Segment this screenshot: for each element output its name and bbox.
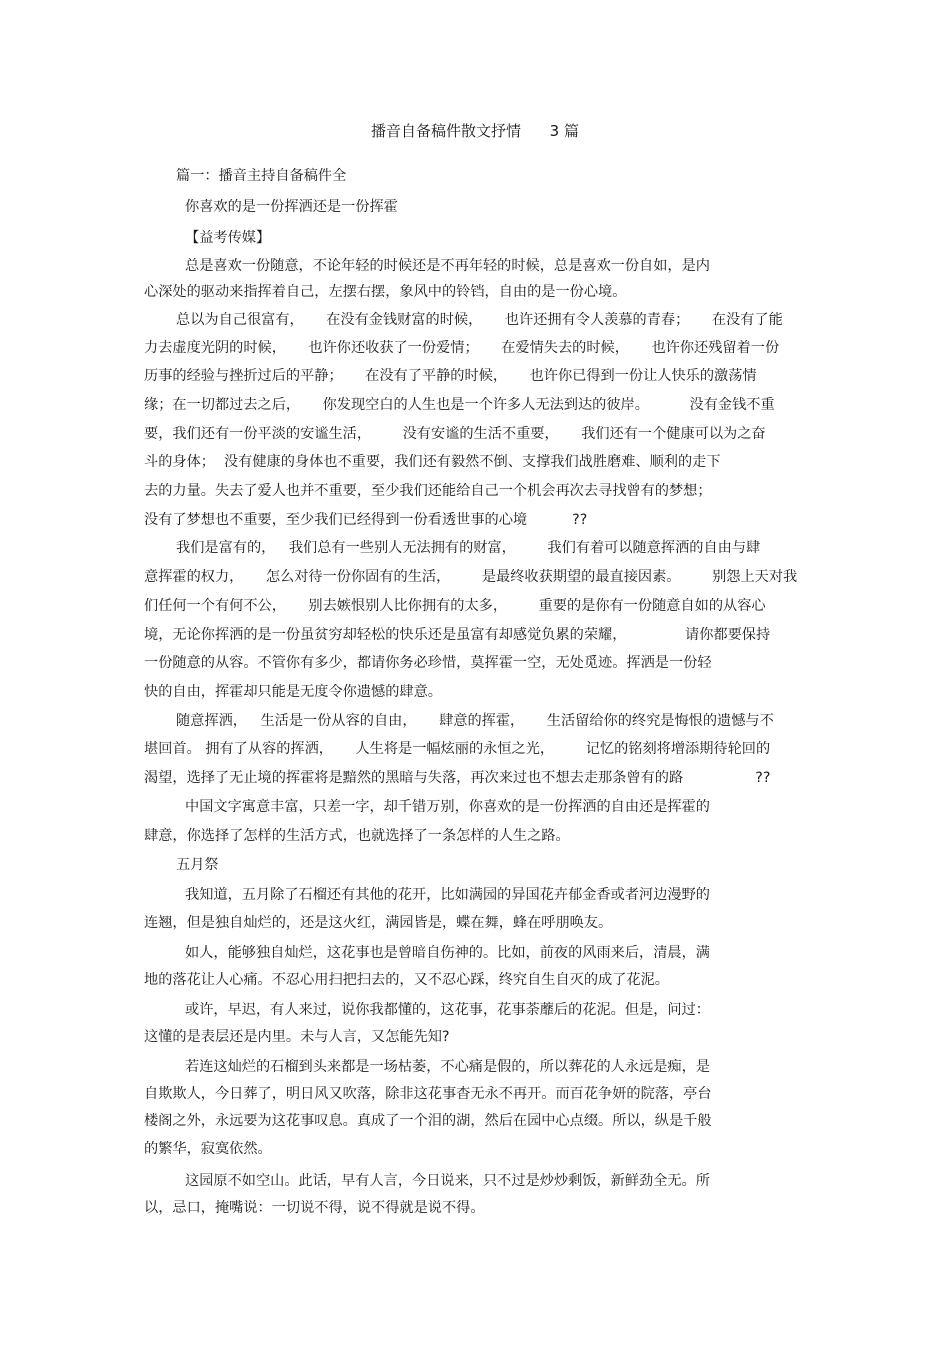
text-line: 地的落花让人心痛。不忍心用扫把扫去的，又不忍心踩，终究自生自灭的成了花泥。 [144,972,669,988]
text-line: 肆意，你选择了怎样的生活方式，也就选择了一条怎样的人生之路。 [144,828,570,844]
text-line: 要，我们还有一份平淡的安谧生活， 没有安谧的生活不重要， 我们还有一个健康可以为之奋 [144,426,766,442]
article-title: 五月祭 [176,857,219,873]
text-line: 若连这灿烂的石榴到头来都是一场枯萎，不心痛是假的，所以葬花的人永远是痴，是 [185,1059,710,1075]
text-line: 去的力量。失去了爱人也并不重要，至少我们还能给自己一个机会再次去寻找曾有的梦想； [144,483,712,499]
article-title: 你喜欢的是一份挥洒还是一份挥霍 [185,199,398,215]
text-line: 堪回首。 拥有了从容的挥洒， 人生将是一幅炫丽的永恒之光， 记忆的铭刻将增添期待轮回的 [144,741,771,757]
text-line: 自欺欺人，今日葬了，明日风又吹落，除非这花事杳无永不再开。而百花争妍的院落，亭台 [144,1086,712,1102]
text-line: 如人，能够独自灿烂，这花事也是曾暗自伤神的。比如，前夜的风雨来后，清晨，满 [185,945,710,961]
text-line: 我知道，五月除了石榴还有其他的花开，比如满园的异国花卉郁金香或者河边漫野的 [185,887,710,903]
text-line: 们任何一个有何不公， 别去嫉恨别人比你拥有的太多， 重要的是你有一份随意自如的从容心 [144,598,766,614]
document-title: 播音自备稿件散文抒情 3 篇 [371,122,579,140]
text-line: 这园原不如空山。此话，早有人言，今日说来，只不过是炒炒剩饭，新鲜劲全无。所 [185,1173,710,1189]
text-line: 缘；在一切都过去之后， 你发现空白的人生也是一个许多人无法到达的彼岸。 没有金钱不重 [144,397,775,413]
text-line: 以，忌口，掩嘴说：一切说不得，说不得就是说不得。 [144,1200,485,1216]
section-heading: 篇一：播音主持自备稿件全 [176,168,347,184]
text-line: 总以为自己很富有， 在没有金钱财富的时候， 也许还拥有令人羡慕的青春； 在没有了能 [176,312,783,328]
text-line: 没有了梦想也不重要，至少我们已经得到一份看透世事的心境 ?? [144,512,588,528]
text-line: 意挥霍的权力， 怎么对待一份你固有的生活， 是最终收获期望的最直接因素。 别怨上天对我 [144,569,798,585]
text-line: 总是喜欢一份随意，不论年轻的时候还是不再年轻的时候，总是喜欢一份自如，是内 [185,258,710,274]
text-line: 随意挥洒， 生活是一份从容的自由， 肆意的挥霍， 生活留给你的终究是悔恨的遗憾与不 [176,713,774,729]
text-line: 或许，早迟，有人来过，说你我都懂的，这花事，花事荼蘼后的花泥。但是，问过： [185,1002,710,1018]
text-line: 渴望，选择了无止境的挥霍将是黯然的黑暗与失落，再次来过也不想去走那条曾有的路 ?? [144,770,771,786]
text-line: 连翘，但是独自灿烂的，还是这火红，满园皆是，蝶在舞，蜂在呼朋唤友。 [144,915,613,931]
text-line: 中国文字寓意丰富，只差一字，却千错万别，你喜欢的是一份挥洒的自由还是挥霍的 [185,799,710,815]
text-line: 斗的身体； 没有健康的身体也不重要，我们还有毅然不倒、支撑我们战胜磨难、顺利的走下 [144,454,721,470]
text-line: 历事的经验与挫折过后的平静； 在没有了平静的时候， 也许你已得到一份让人快乐的激荡情 [144,368,757,384]
text-line: 我们是富有的， 我们总有一些别人无法拥有的财富， 我们有着可以随意挥洒的自由与肆 [176,540,761,556]
source-tag: 【益考传媒】 [185,230,271,246]
text-line: 这懂的是表层还是内里。未与人言，又怎能先知? [144,1029,450,1045]
text-line: 境，无论你挥洒的是一份虽贫穷却轻松的快乐还是虽富有却感觉负累的荣耀， 请你都要保持 [144,627,771,643]
text-line: 快的自由，挥霍却只能是无度令你遗憾的肆意。 [144,684,442,700]
text-line: 一份随意的从容。不管你有多少，都请你务必珍惜，莫挥霍一空，无处觅迹。挥洒是一份轻 [144,655,712,671]
text-line: 力去虚度光阴的时候， 也许你还收获了一份爱情； 在爱情失去的时候， 也许你还残留着一份 [144,340,780,356]
text-line: 的繁华，寂寞依然。 [144,1141,272,1157]
text-line: 心深处的驱动来指挥着自己，左摆右摆，象风中的铃铛，自由的是一份心境。 [144,284,627,300]
text-line: 楼阁之外，永远要为这花事叹息。真成了一个泪的湖，然后在园中心点缀。所以，纵是千般 [144,1113,712,1129]
